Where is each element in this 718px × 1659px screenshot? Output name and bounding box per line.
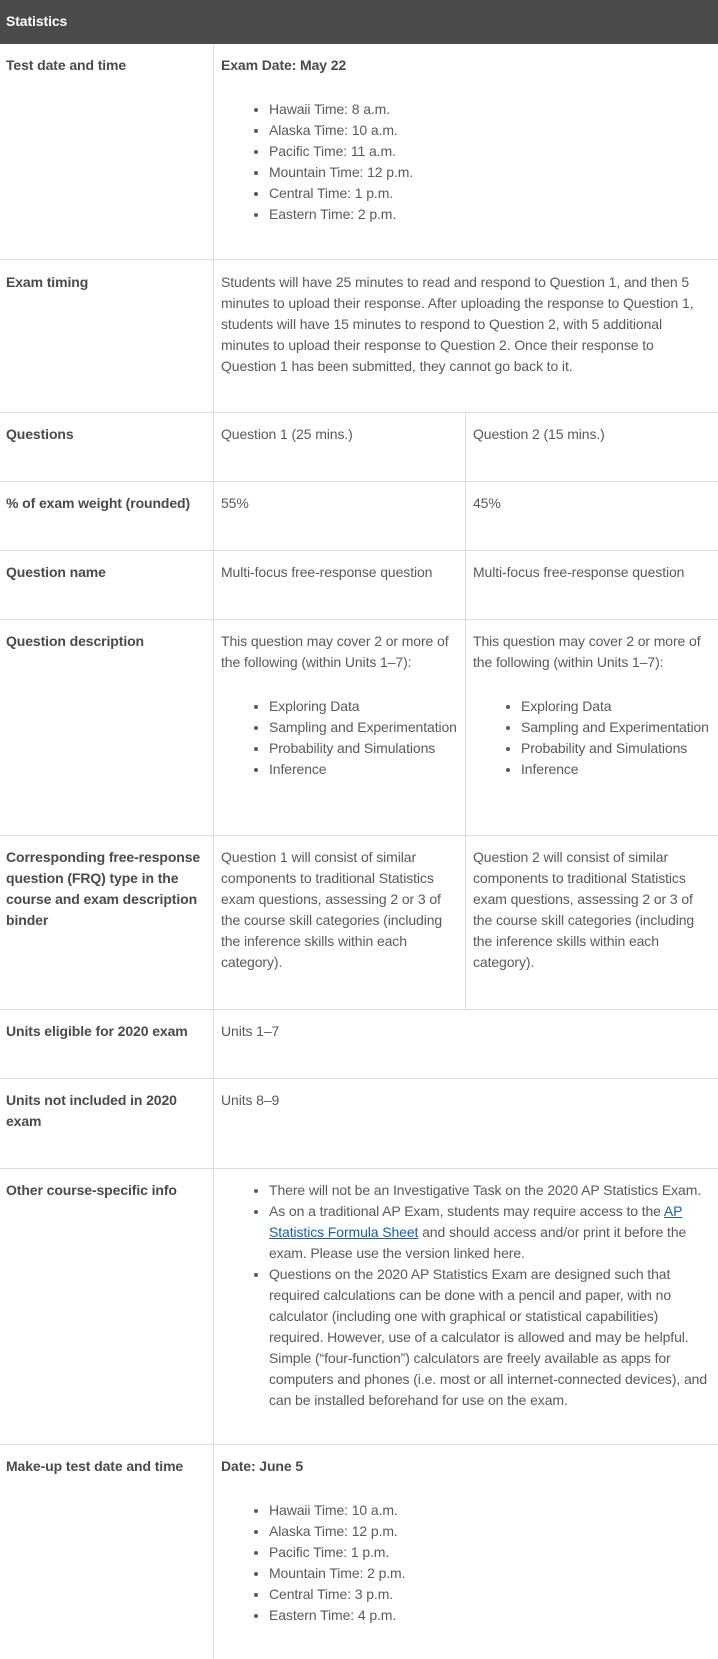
list-item: • Mountain Time: 2 p.m. [269, 1563, 711, 1584]
list-item: • Probability and Simulations [521, 738, 715, 759]
list-item: • Probability and Simulations [269, 738, 461, 759]
makeup-date-heading: Date: June 5 [221, 1458, 304, 1474]
row-divider [0, 1078, 718, 1079]
list-item: • Central Time: 1 p.m. [269, 183, 711, 204]
list-item: • Eastern Time: 2 p.m. [269, 204, 711, 225]
row-divider [0, 835, 718, 836]
makeup-times-list [221, 1500, 711, 1626]
exam-timing-text: Students will have 25 minutes to read and respond to Question 1, and then 5 minutes to upload their response. After uploading the response to Question 1, students will have 15 minutes to respond to Question 2, with 5 additional minutes to upload their response to Question 2. Once their response to Question 1 has been submitted, they cannot go back to it. [221, 274, 694, 374]
units-excluded-value: Units 8–9 [221, 1092, 280, 1108]
list-item: • Central Time: 3 p.m. [269, 1584, 711, 1605]
question-1-weight: 55% [221, 495, 249, 511]
column-divider [465, 412, 466, 1009]
list-item [269, 1201, 716, 1264]
question-2-frq: Question 2 will consist of similar components to traditional Statistics exam questions, assessing 2 or 3 of the course skill categories (including the inference skills within each category). [473, 849, 695, 970]
list-item: • Inference [521, 759, 715, 780]
question-2-cell: Question 2 (15 mins.) [473, 426, 605, 442]
row-divider [0, 1009, 718, 1010]
row-divider [0, 1168, 718, 1169]
question-2-weight: 45% [473, 495, 501, 511]
exam-date-heading: Exam Date: May 22 [221, 57, 347, 73]
row-divider [0, 481, 718, 482]
row-label-units-excluded: Units not included in 2020 exam [6, 1092, 177, 1129]
list-item: • Hawaii Time: 10 a.m. [269, 1500, 711, 1521]
row-label-exam-timing: Exam timing [6, 274, 89, 290]
list-item: • Inference [269, 759, 461, 780]
list-item: • Mountain Time: 12 p.m. [269, 162, 711, 183]
row-divider [0, 550, 718, 551]
row-label-other-info: Other course-specific info [6, 1182, 177, 1198]
list-item: • Pacific Time: 1 p.m. [269, 1542, 711, 1563]
row-label-question-name: Question name [6, 564, 106, 580]
question-2-name: Multi-focus free-response question [473, 564, 685, 580]
list-item: • Alaska Time: 10 a.m. [269, 120, 711, 141]
list-item: • Alaska Time: 12 p.m. [269, 1521, 711, 1542]
column-divider [213, 44, 214, 1659]
row-label-test-date: Test date and time [6, 57, 127, 73]
list-item: • Exploring Data [521, 696, 715, 717]
list-item: • Sampling and Experimentation [269, 717, 461, 738]
row-label-frq-type: Corresponding free-response question (FRQ) type in the course and exam description binder [6, 849, 201, 928]
table-header: Statistics [0, 0, 718, 44]
question-1-frq: Question 1 will consist of similar components to traditional Statistics exam questions, assessing 2 or 3 of the course skill categories (including the inference skills within each category). [221, 849, 443, 970]
question-2-description [473, 631, 715, 780]
topics-list [221, 696, 461, 780]
units-eligible-value: Units 1–7 [221, 1023, 280, 1039]
question-1-cell: Question 1 (25 mins.) [221, 426, 353, 442]
row-divider [0, 412, 718, 413]
row-divider [0, 619, 718, 620]
list-item: • Pacific Time: 11 a.m. [269, 141, 711, 162]
list-item: • Exploring Data [269, 696, 461, 717]
row-divider [0, 1444, 718, 1445]
question-1-description [221, 631, 461, 780]
list-item: • Questions on the 2020 AP Statistics Exam are designed such that required calculations can be done with a pencil and paper, with no calculator (including one with graphical or statistical capabilities) required. However, use of a calculator is allowed and may be helpful. Simple (“four-function”) calculators are freely available as apps for computers and phones (i.e. most or all internet-connected devices), and can be installed beforehand for use on the exam. [269, 1264, 716, 1411]
item-text: and should access and/or print it before the exam. Please use the version linked here. [269, 1224, 687, 1261]
item-text: As on a traditional AP Exam, students may require access to the [269, 1203, 664, 1219]
row-divider [0, 259, 718, 260]
formula-sheet-link[interactable]: AP Statistics Formula Sheet [269, 1203, 683, 1240]
list-item: • Hawaii Time: 8 a.m. [269, 99, 711, 120]
row-label-exam-weight: % of exam weight (rounded) [6, 495, 191, 511]
other-info-cell [221, 1180, 716, 1411]
list-item: • Eastern Time: 4 p.m. [269, 1605, 711, 1626]
test-date-cell [221, 55, 711, 225]
other-info-list [221, 1180, 716, 1411]
question-1-name: Multi-focus free-response question [221, 564, 433, 580]
topics-list [473, 696, 715, 780]
row-label-question-description: Question description [6, 633, 145, 649]
list-item: • There will not be an Investigative Task on the 2020 AP Statistics Exam. [269, 1180, 716, 1201]
description-intro: This question may cover 2 or more of the following (within Units 1–7): [221, 633, 449, 670]
row-label-units-eligible: Units eligible for 2020 exam [6, 1023, 188, 1039]
row-label-makeup-test: Make-up test date and time [6, 1458, 184, 1474]
makeup-date-cell [221, 1456, 711, 1626]
list-item: • Sampling and Experimentation [521, 717, 715, 738]
row-label-questions: Questions [6, 426, 74, 442]
exam-times-list [221, 99, 711, 225]
description-intro: This question may cover 2 or more of the following (within Units 1–7): [473, 633, 701, 670]
